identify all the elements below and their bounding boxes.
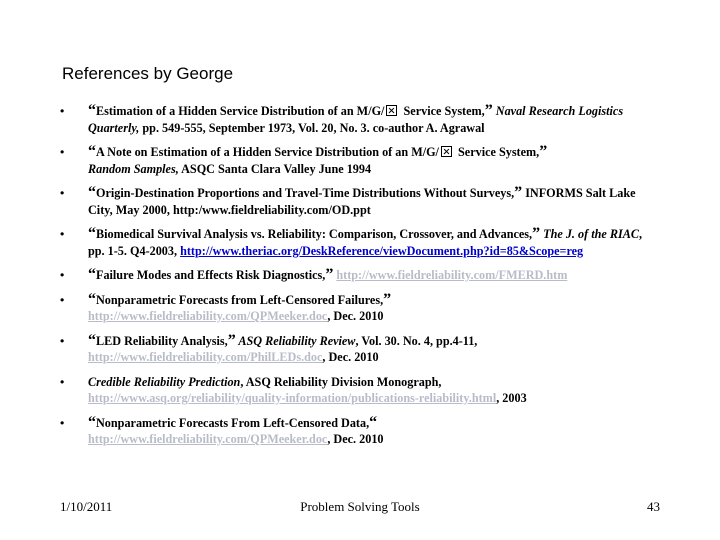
open-quote: “ [88,102,96,119]
slide-title: References by George [62,64,234,83]
ref-date: , Dec. 2010 [322,350,379,364]
open-quote: “ [88,184,96,201]
open-quote: “ [88,143,96,160]
ref-link[interactable]: http://www.theriac.org/DeskReference/viewDocument.php?id=85&Scope=reg [180,243,584,258]
reference-item [60,292,660,325]
reference-item [60,374,660,407]
ref-journal: ASQ Reliability Review [235,333,356,348]
ref-details: , pp. 1-5. Q4-2003, [88,227,643,258]
close-quote: ” [484,102,493,119]
open-quote: “ [88,331,96,349]
bullet-icon: • [60,227,65,241]
x-box-icon [386,105,397,116]
page-number: 43 [647,499,660,514]
bullet-icon: • [60,415,65,430]
ref-details: , ASQ Reliability Division Monograph, [240,374,442,389]
close-quote: ” [325,266,334,283]
x-box-icon [441,146,452,157]
reference-item [60,226,660,259]
ref-title: A Note on Estimation of a Hidden Service Distribution of an M/G/ [96,145,439,159]
ref-link[interactable]: http://www.fieldreliability.com/FMERD.htm [336,268,568,282]
ref-title: Failure Modes and Effects Risk Diagnostics, [96,268,326,282]
ref-title: Estimation of a Hidden Service Distribution of an M/G/ [96,104,385,118]
ref-title-end: Service System, [454,145,540,159]
close-quote: “ [369,413,378,431]
bullet-icon: • [60,292,65,307]
ref-title: Credible Reliability Prediction [88,374,241,389]
ref-details: pp. 549-555, September 1973, Vol. 20, No. 3. co-author A. Agrawal [139,120,485,135]
reference-item [60,415,660,448]
close-quote: ” [532,225,541,242]
ref-details: ASQC Santa Clara Valley June 1994 [178,161,372,176]
open-quote: “ [88,290,96,308]
ref-link[interactable]: http://www.fieldreliability.com/QPMeeker.doc [88,432,328,446]
bullet-icon: • [60,374,65,389]
ref-title-end: Service System, [400,104,485,118]
close-quote: ” [514,184,523,201]
ref-details: , Vol. 30. No. 4, pp.4-11, [355,333,478,348]
open-quote: “ [88,266,96,283]
footer-title: Problem Solving Tools [300,499,420,514]
ref-journal: Random Samples, [88,161,179,176]
ref-date: , 2003 [496,391,527,405]
ref-details: , Dec. 2010 [327,309,384,323]
ref-title: LED Reliability Analysis, [96,333,228,348]
reference-item [60,267,660,284]
open-quote: “ [88,413,96,431]
bullet-icon: • [60,186,65,200]
ref-details: INFORMS Salt Lake City, May 2000, http:/www.fieldreliability.com/OD.ppt [88,186,636,217]
reference-item [60,103,660,136]
reference-item [60,333,660,366]
bullet-icon: • [60,268,65,282]
ref-title: Biomedical Survival Analysis vs. Reliability: Comparison, Crossover, and Advances, [96,227,533,241]
ref-date: , Dec. 2010 [327,432,384,446]
ref-title: Nonparametric Forecasts from Left-Censored Failures, [96,292,384,307]
reference-item [60,185,660,218]
bullet-icon: • [60,104,65,118]
ref-link[interactable]: http://www.fieldreliability.com/QPMeeker.doc [88,309,328,323]
open-quote: “ [88,225,96,242]
ref-title: Origin-Destination Proportions and Travel-Time Distributions Without Surveys, [96,186,515,200]
close-quote: ” [227,331,236,349]
close-quote: ” [539,143,548,160]
close-quote: ” [383,290,392,308]
ref-link[interactable]: http://www.asq.org/reliability/quality-information/publications-reliability.html [88,391,497,405]
ref-journal: The J. of the RIAC [540,227,639,241]
ref-journal: Naval Research Logistics Quarterly, [88,104,624,135]
bullet-icon: • [60,333,65,348]
ref-title: Nonparametric Forecasts From Left-Censored Data, [96,415,370,430]
bullet-icon: • [60,145,65,159]
reference-list [60,103,660,456]
footer-date: 1/10/2011 [60,499,113,514]
ref-link[interactable]: http://www.fieldreliability.com/PhilLEDs.doc [88,350,323,364]
reference-item [60,144,660,177]
